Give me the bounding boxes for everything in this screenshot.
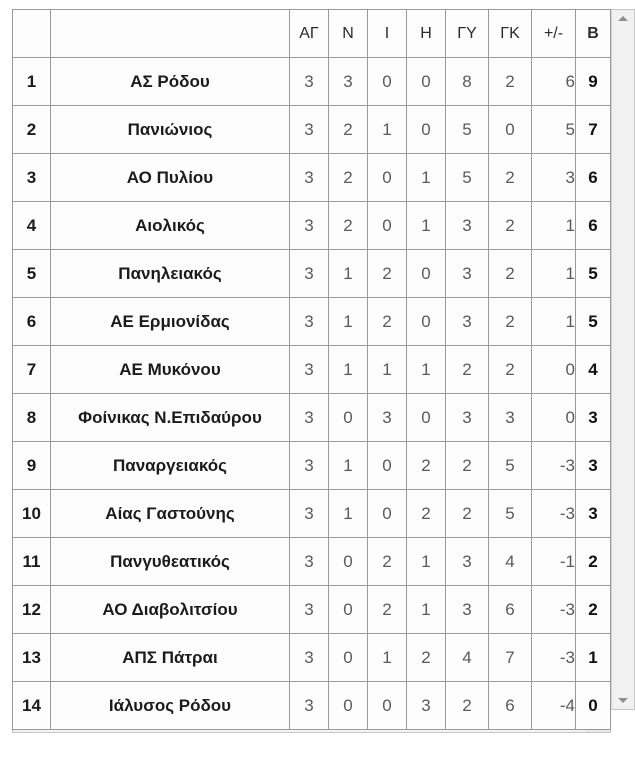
cell-drawn: 3: [368, 394, 407, 442]
column-header-goals-for[interactable]: ΓΥ: [446, 10, 489, 58]
column-header-lost[interactable]: Η: [407, 10, 446, 58]
table-row[interactable]: [13, 298, 611, 346]
cell-goals-for: 4: [446, 634, 489, 682]
cell-team-name: Αιολικός: [51, 202, 290, 250]
cell-played: 3: [290, 106, 329, 154]
cell-played: 3: [290, 634, 329, 682]
table-row[interactable]: [13, 346, 611, 394]
cell-goals-against: 5: [489, 490, 532, 538]
cell-won: 1: [329, 250, 368, 298]
cell-goals-for: 8: [446, 58, 489, 106]
cell-played: 3: [290, 682, 329, 730]
cell-lost: 0: [407, 106, 446, 154]
cell-rank: 11: [13, 538, 51, 586]
cell-drawn: 0: [368, 490, 407, 538]
cell-rank: 2: [13, 106, 51, 154]
cell-points: 3: [576, 442, 611, 490]
cell-points: 3: [576, 490, 611, 538]
cell-goals-against: 5: [489, 442, 532, 490]
cell-drawn: 1: [368, 346, 407, 394]
cell-goals-against: 2: [489, 202, 532, 250]
cell-drawn: 0: [368, 154, 407, 202]
cell-drawn: 2: [368, 538, 407, 586]
cell-rank: 9: [13, 442, 51, 490]
cell-drawn: 0: [368, 682, 407, 730]
scroll-down-button[interactable]: [612, 692, 634, 709]
cell-goals-for: 3: [446, 298, 489, 346]
cell-won: 3: [329, 58, 368, 106]
cell-points: 5: [576, 250, 611, 298]
cell-played: 3: [290, 442, 329, 490]
table-row[interactable]: [13, 490, 611, 538]
cell-goal-diff: 6: [532, 58, 576, 106]
cell-team-name: ΑΠΣ Πάτραι: [51, 634, 290, 682]
triangle-down-icon: [618, 698, 628, 703]
cell-played: 3: [290, 490, 329, 538]
cell-lost: 3: [407, 682, 446, 730]
cell-drawn: 0: [368, 58, 407, 106]
cell-rank: 8: [13, 394, 51, 442]
cell-goal-diff: 1: [532, 298, 576, 346]
table-row[interactable]: [13, 106, 611, 154]
cell-goals-for: 5: [446, 154, 489, 202]
cell-goals-for: 3: [446, 538, 489, 586]
cell-team-name: ΑΣ Ρόδου: [51, 58, 290, 106]
cell-rank: 12: [13, 586, 51, 634]
cell-points: 6: [576, 202, 611, 250]
cell-rank: 5: [13, 250, 51, 298]
cell-lost: 0: [407, 58, 446, 106]
cell-points: 1: [576, 634, 611, 682]
cell-played: 3: [290, 202, 329, 250]
cell-played: 3: [290, 58, 329, 106]
cell-lost: 2: [407, 490, 446, 538]
cell-lost: 2: [407, 634, 446, 682]
cell-lost: 1: [407, 202, 446, 250]
cell-goals-against: 2: [489, 250, 532, 298]
column-header-goal-diff[interactable]: +/-: [532, 10, 576, 58]
table-row[interactable]: [13, 634, 611, 682]
cell-drawn: 2: [368, 298, 407, 346]
cell-lost: 1: [407, 586, 446, 634]
cell-drawn: 1: [368, 106, 407, 154]
cell-goals-for: 2: [446, 490, 489, 538]
cell-lost: 1: [407, 346, 446, 394]
cell-goals-for: 2: [446, 346, 489, 394]
cell-goals-against: 2: [489, 346, 532, 394]
cell-goals-for: 2: [446, 442, 489, 490]
cell-won: 1: [329, 490, 368, 538]
cell-points: 7: [576, 106, 611, 154]
cell-won: 1: [329, 442, 368, 490]
cell-goals-against: 7: [489, 634, 532, 682]
cell-rank: 4: [13, 202, 51, 250]
cell-team-name: ΑΕ Μυκόνου: [51, 346, 290, 394]
cell-goal-diff: -3: [532, 634, 576, 682]
cell-goal-diff: -1: [532, 538, 576, 586]
cell-team-name: Παναργειακός: [51, 442, 290, 490]
cell-points: 5: [576, 298, 611, 346]
cell-goals-for: 3: [446, 202, 489, 250]
cell-won: 0: [329, 634, 368, 682]
cell-goals-for: 3: [446, 586, 489, 634]
scroll-up-button[interactable]: [612, 10, 634, 27]
cell-rank: 6: [13, 298, 51, 346]
cell-goal-diff: 1: [532, 202, 576, 250]
cell-goal-diff: 0: [532, 394, 576, 442]
cell-goal-diff: -3: [532, 490, 576, 538]
cell-drawn: 1: [368, 634, 407, 682]
triangle-up-icon: [618, 16, 628, 21]
cell-played: 3: [290, 394, 329, 442]
cell-points: 3: [576, 394, 611, 442]
cell-played: 3: [290, 346, 329, 394]
cell-goal-diff: -3: [532, 586, 576, 634]
column-header-points[interactable]: Β: [576, 10, 611, 58]
cell-goals-against: 4: [489, 538, 532, 586]
cell-lost: 1: [407, 154, 446, 202]
cell-played: 3: [290, 538, 329, 586]
cell-team-name: Ιάλυσος Ρόδου: [51, 682, 290, 730]
table-row[interactable]: [13, 202, 611, 250]
cell-team-name: ΑΟ Πυλίου: [51, 154, 290, 202]
cell-goals-against: 3: [489, 394, 532, 442]
cell-points: 6: [576, 154, 611, 202]
cell-drawn: 2: [368, 586, 407, 634]
column-header-rank[interactable]: [13, 10, 51, 58]
cell-won: 0: [329, 586, 368, 634]
cell-drawn: 0: [368, 202, 407, 250]
cell-won: 2: [329, 106, 368, 154]
cell-team-name: Αίας Γαστούνης: [51, 490, 290, 538]
table-row[interactable]: [13, 442, 611, 490]
table-header-row: [13, 10, 611, 58]
column-header-played[interactable]: ΑΓ: [290, 10, 329, 58]
cell-lost: 0: [407, 394, 446, 442]
table-scroll-viewport[interactable]: [12, 9, 611, 715]
column-header-team[interactable]: [51, 10, 290, 58]
table-row[interactable]: [13, 58, 611, 106]
cell-played: 3: [290, 250, 329, 298]
standings-body: [12, 9, 611, 715]
cell-goal-diff: 5: [532, 106, 576, 154]
table-row[interactable]: [13, 682, 611, 730]
cell-goal-diff: -3: [532, 442, 576, 490]
cell-goals-for: 5: [446, 106, 489, 154]
column-header-goals-against[interactable]: ΓΚ: [489, 10, 532, 58]
cell-played: 3: [290, 586, 329, 634]
cell-drawn: 0: [368, 442, 407, 490]
cell-rank: 1: [13, 58, 51, 106]
cell-team-name: Πανγυθεατικός: [51, 538, 290, 586]
cell-lost: 0: [407, 298, 446, 346]
cell-rank: 14: [13, 682, 51, 730]
column-header-drawn[interactable]: Ι: [368, 10, 407, 58]
league-standings-table: [12, 9, 611, 730]
cell-goals-for: 3: [446, 250, 489, 298]
vertical-scrollbar[interactable]: [611, 9, 635, 710]
cell-team-name: ΑΟ Διαβολιτσίου: [51, 586, 290, 634]
cell-team-name: ΑΕ Ερμιονίδας: [51, 298, 290, 346]
cell-goal-diff: 1: [532, 250, 576, 298]
cell-goal-diff: -4: [532, 682, 576, 730]
cell-won: 2: [329, 202, 368, 250]
cell-rank: 13: [13, 634, 51, 682]
cell-points: 2: [576, 586, 611, 634]
cell-lost: 0: [407, 250, 446, 298]
cell-goals-for: 3: [446, 394, 489, 442]
cell-played: 3: [290, 298, 329, 346]
standings-table-widget: [12, 9, 611, 733]
table-header: [13, 10, 611, 58]
cell-points: 9: [576, 58, 611, 106]
cell-won: 0: [329, 538, 368, 586]
column-header-won[interactable]: Ν: [329, 10, 368, 58]
cell-goals-for: 2: [446, 682, 489, 730]
cell-goal-diff: 0: [532, 346, 576, 394]
cell-goals-against: 6: [489, 682, 532, 730]
cell-goals-against: 6: [489, 586, 532, 634]
cell-goals-against: 0: [489, 106, 532, 154]
cell-goal-diff: 3: [532, 154, 576, 202]
cell-points: 4: [576, 346, 611, 394]
table-row[interactable]: [13, 394, 611, 442]
cell-rank: 3: [13, 154, 51, 202]
cell-team-name: Φοίνικας Ν.Επιδαύρου: [51, 394, 290, 442]
cell-team-name: Πανιώνιος: [51, 106, 290, 154]
cell-goals-against: 2: [489, 154, 532, 202]
cell-lost: 2: [407, 442, 446, 490]
cell-rank: 10: [13, 490, 51, 538]
cell-won: 0: [329, 682, 368, 730]
table-row[interactable]: [13, 586, 611, 634]
table-body: [13, 58, 611, 730]
table-row[interactable]: [13, 538, 611, 586]
table-row[interactable]: [13, 250, 611, 298]
cell-points: 2: [576, 538, 611, 586]
cell-drawn: 2: [368, 250, 407, 298]
cell-played: 3: [290, 154, 329, 202]
cell-rank: 7: [13, 346, 51, 394]
cell-won: 1: [329, 298, 368, 346]
cell-won: 2: [329, 154, 368, 202]
cell-won: 1: [329, 346, 368, 394]
cell-won: 0: [329, 394, 368, 442]
cell-points: 0: [576, 682, 611, 730]
table-row[interactable]: [13, 154, 611, 202]
cell-goals-against: 2: [489, 298, 532, 346]
cell-lost: 1: [407, 538, 446, 586]
cell-team-name: Πανηλειακός: [51, 250, 290, 298]
cell-goals-against: 2: [489, 58, 532, 106]
